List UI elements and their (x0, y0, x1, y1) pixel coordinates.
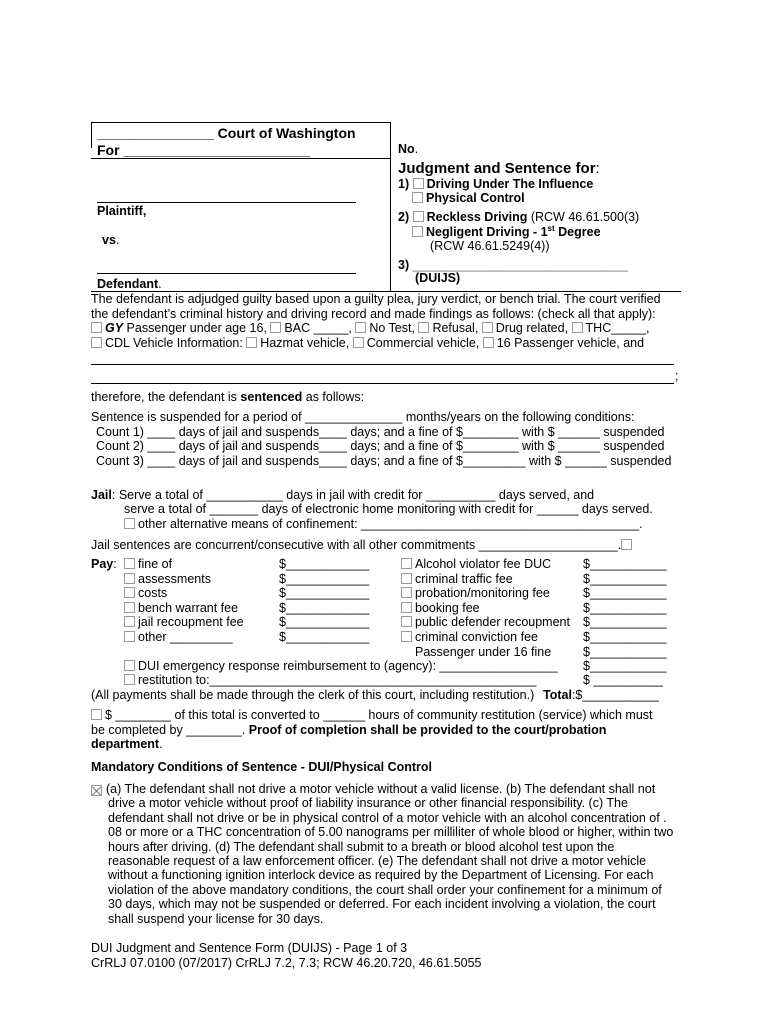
mandatory-line: reasonable request of a law enforcement officer. (e) The defendant shall not drive a motor vehicle (108, 854, 647, 868)
pay-left-item (124, 601, 238, 616)
no-test-checkbox[interactable] (355, 322, 366, 333)
mandatory-line: hours after driving. (d) The defendant shall submit to a breath or blood alcohol test upon the (108, 839, 615, 854)
plaintiff-label: Plaintiff, (97, 204, 147, 218)
mandatory-heading: Mandatory Conditions of Sentence - DUI/Physical Control (91, 760, 433, 774)
pay-item-label: booking fee (415, 600, 480, 615)
pay-item-checkbox[interactable] (401, 616, 412, 627)
caption-divider (390, 122, 391, 291)
count-3: Count 3) ____ days of jail and suspends____ days; and a fine of $_________ with $ ______ suspended (96, 454, 672, 468)
pay-left-item (124, 557, 172, 572)
physical-control-checkbox[interactable] (412, 192, 423, 203)
pay-item-amount[interactable]: $____________ (279, 600, 370, 615)
pay-item-checkbox[interactable] (401, 631, 412, 642)
pay-item-label: public defender recoupment (415, 615, 570, 630)
community-line-2: be completed by ________. Proof of completion shall be provided to the court/probation (91, 723, 607, 737)
community-line-3: department. (91, 737, 163, 751)
pay-item-label: other _________ (138, 630, 233, 644)
jail-line-2: serve a total of _______ days of electronic home monitoring with credit for ______ days served. (124, 502, 653, 516)
pay-right-item (401, 586, 550, 601)
pay-item-amount[interactable]: $___________ (583, 557, 667, 571)
negligent-checkbox[interactable] (412, 226, 423, 237)
gy-checkbox[interactable] (91, 322, 102, 333)
dui-emergency-checkbox[interactable] (124, 660, 135, 671)
alternative-confinement-checkbox[interactable] (124, 518, 135, 529)
pay-right-item (401, 630, 538, 645)
findings-blank-1 (91, 364, 674, 365)
community-line-1: $ ________ of this total is converted to ______ hours of community restitution (service) which must (91, 708, 653, 723)
pay-item-checkbox[interactable] (401, 587, 412, 598)
findings-options-1: GY Passenger under age 16, BAC _____, No Test, Refusal, Drug related, THC_____, (91, 321, 649, 336)
pay-item-label: Alcohol violator fee DUC (415, 557, 552, 571)
hazmat-checkbox[interactable] (246, 337, 257, 348)
pay-left-item (124, 572, 211, 587)
negligent-rcw: (RCW 46.61.5249(4)) (430, 239, 550, 253)
mandatory-line: without a functioning ignition interlock device as required by the Department of Licensing. For each (108, 868, 654, 883)
findings-semicolon: ; (675, 369, 679, 383)
pay-item-label: assessments (138, 571, 211, 586)
reckless-checkbox[interactable] (413, 211, 424, 222)
pay-item-amount[interactable]: $____________ (279, 630, 370, 644)
count-1: Count 1) ____ days of jail and suspends____ days; and a fine of $________ with $ ______ suspended (96, 425, 665, 439)
mandatory-line: 08 or more or a THC concentration of 5.00 nanograms per milliliter of whole blood or higher, within two (108, 825, 674, 840)
cdl-checkbox[interactable] (91, 337, 102, 348)
mandatory-line: violation of the above mandatory conditions, the court shall order your confinement for a minimum of (108, 882, 662, 897)
pay-label: Pay: (91, 557, 117, 571)
all-payments-note: (All payments shall be made through the clerk of this court, including restitution.) (91, 688, 535, 702)
restitution-checkbox[interactable] (124, 674, 135, 685)
pay-item-checkbox[interactable] (124, 587, 135, 598)
mandatory-line: (a) The defendant shall not drive a motor vehicle without a valid license. (b) The defendant shall not (106, 782, 656, 796)
judgment-title: Judgment and Sentence for: (398, 160, 600, 177)
pay-item-label: fine of (138, 557, 173, 571)
vs-label: vs. (102, 233, 120, 247)
pay-item-label: criminal conviction fee (415, 630, 538, 644)
footer-rule-ref: CrRLJ 07.0100 (07/2017) CrRLJ 7.2, 7.3; RCW 46.20.720, 46.61.5055 (91, 956, 482, 970)
pay-item-amount[interactable]: $____________ (279, 557, 370, 571)
jail-line-3: other alternative means of confinement: ________________________________________. (124, 517, 643, 532)
charge-dui: 1) Driving Under The Influence (398, 177, 594, 191)
mandatory-line: drive a motor vehicle without proof of liability insurance or other financial responsibility. (c) The (108, 796, 628, 811)
suspended-period: Sentence is suspended for a period of ______________ months/years on the following conditions: (91, 410, 635, 424)
pay-right-item (401, 572, 513, 587)
caption-top-rule (91, 122, 390, 123)
caption-box (91, 122, 92, 148)
pay-right-item (401, 557, 551, 572)
charge-negligent: Negligent Driving - 1st Degree (412, 225, 601, 240)
case-number-label: No. (398, 142, 419, 156)
defendant-signature-line (97, 273, 356, 274)
court-name-line: _______________ Court of Washington (97, 125, 356, 141)
findings-line-2: the defendant’s criminal history and driving record and made findings as follows: (check all that apply): (91, 307, 656, 321)
restitution-line: restitution to:_______________________________________________ (124, 673, 536, 688)
findings-blank-2 (91, 383, 674, 384)
pay-left-item (124, 630, 233, 645)
jail-line-1: Jail: Serve a total of ___________ days in jail with credit for __________ days served, and (91, 488, 595, 502)
court-county-line: For ________________________ (97, 142, 311, 158)
mandatory-line: shall suspend your license for 30 days. (108, 911, 324, 926)
pay-item-amount[interactable]: $____________ (279, 586, 370, 601)
mandatory-line: 30 days, which may not be suspended or deferred. For each incident involving a violation, the court (108, 897, 656, 912)
pay-item-checkbox[interactable] (401, 573, 412, 584)
pay-item-checkbox[interactable] (124, 602, 135, 613)
thc-checkbox[interactable] (572, 322, 583, 333)
pay-item-checkbox[interactable] (124, 573, 135, 584)
pay-item-label: probation/monitoring fee (415, 586, 550, 601)
community-checkbox[interactable] (91, 709, 102, 720)
restitution-amount: $ __________ (583, 673, 663, 687)
pay-left-item (124, 586, 167, 601)
pay-item-label: Passenger under 16 fine (415, 644, 552, 659)
concurrent-checkbox[interactable] (621, 539, 632, 550)
pay-right-item (401, 645, 551, 660)
mandatory-line: defendant shall not drive or be in physical control of a motor vehicle with an alcohol concentration of . (108, 810, 667, 825)
pay-right-item (401, 615, 570, 630)
pay-item-checkbox[interactable] (401, 558, 412, 569)
form-code: (DUIJS) (415, 271, 461, 285)
pay-item-amount[interactable]: $____________ (279, 615, 370, 630)
pay-right-item (401, 601, 480, 616)
refusal-checkbox[interactable] (418, 322, 429, 333)
pay-item-amount[interactable]: $___________ (583, 644, 667, 659)
findings-options-2: CDL Vehicle Information: Hazmat vehicle, Commercial vehicle, 16 Passenger vehicle, and (91, 336, 644, 351)
commercial-checkbox[interactable] (353, 337, 364, 348)
pay-item-amount[interactable]: $___________ (583, 586, 667, 601)
pay-item-label: criminal traffic fee (415, 571, 513, 586)
dui-emergency-line: DUI emergency response reimbursement to (agency): _________________ (124, 659, 558, 674)
pay-item-label: costs (138, 586, 168, 601)
drug-checkbox[interactable] (482, 322, 493, 333)
charge-physical-control: Physical Control (412, 191, 525, 206)
dui-checkbox[interactable] (413, 178, 424, 189)
pay-item-checkbox[interactable] (124, 631, 135, 642)
pay-left-item (124, 615, 244, 630)
dui-emergency-amount: $___________ (583, 659, 667, 673)
pay-item-label: jail recoupment fee (138, 615, 244, 630)
passenger16-checkbox[interactable] (483, 337, 494, 348)
pay-item-amount[interactable]: $___________ (583, 615, 667, 630)
count-2: Count 2) ____ days of jail and suspends____ days; and a fine of $________ with $ ______ suspended (96, 439, 665, 453)
charge-reckless: 2) Reckless Driving (RCW 46.61.500(3) (398, 210, 640, 224)
total-line: Total:$___________ (543, 688, 659, 702)
plaintiff-signature-line (97, 202, 356, 203)
jail-concurrent: Jail sentences are concurrent/consecutive with all other commitments ____________________. (91, 538, 635, 553)
pay-item-amount[interactable]: $___________ (583, 630, 667, 644)
defendant-label: Defendant. (97, 277, 162, 291)
findings-line-1: The defendant is adjudged guilty based upon a guilty plea, jury verdict, or bench trial. The court verified (91, 292, 661, 306)
charge-other: 3) _______________________________ (398, 258, 629, 272)
bac-checkbox[interactable] (270, 322, 281, 333)
pay-item-checkbox[interactable] (124, 616, 135, 627)
pay-item-amount[interactable]: $___________ (583, 571, 667, 586)
therefore-line: therefore, the defendant is sentenced as follows: (91, 390, 365, 404)
footer-title: DUI Judgment and Sentence Form (DUIJS) - Page 1 of 3 (91, 941, 408, 955)
pay-item-label: bench warrant fee (138, 600, 239, 615)
pay-item-checkbox[interactable] (124, 558, 135, 569)
pay-item-amount[interactable]: $___________ (583, 600, 667, 615)
pay-item-amount[interactable]: $____________ (279, 571, 370, 586)
mandatory-checkbox-checked[interactable] (91, 785, 102, 796)
pay-item-checkbox[interactable] (401, 602, 412, 613)
